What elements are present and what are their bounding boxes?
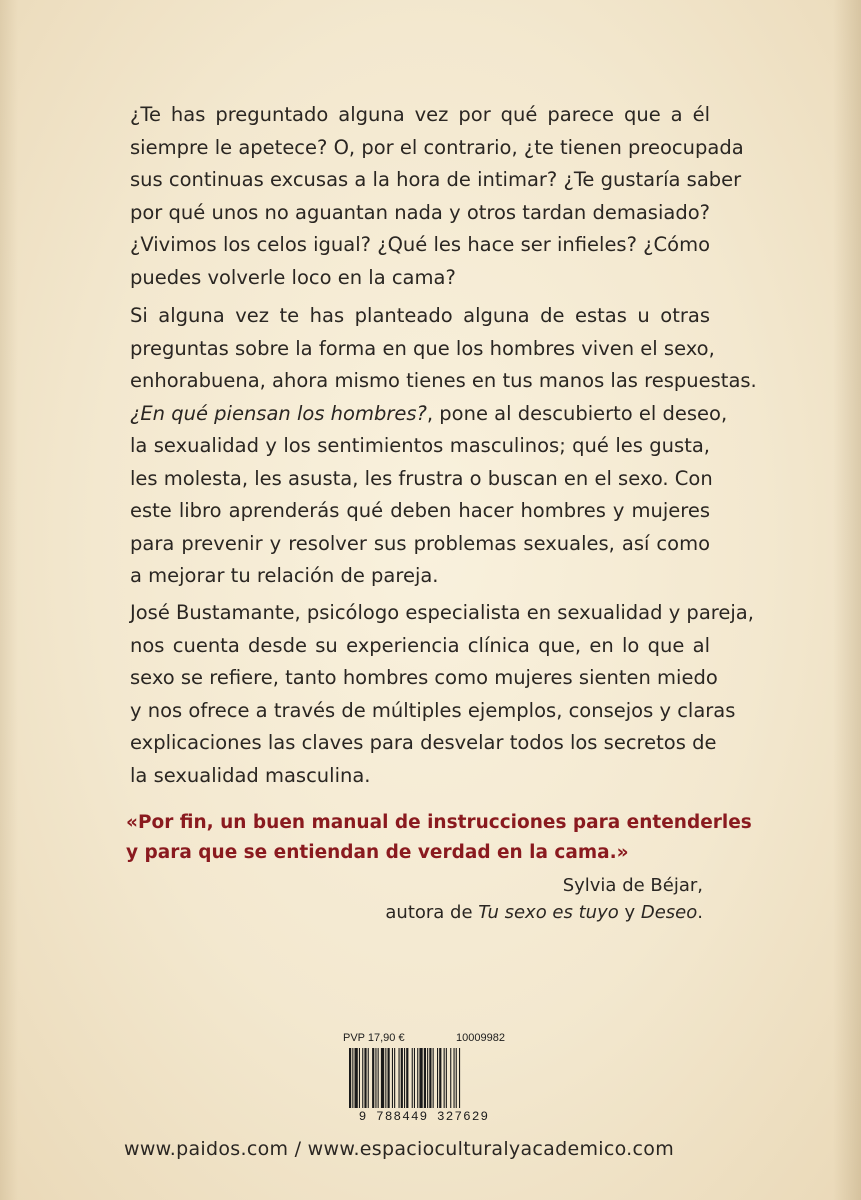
price-label: PVP 17,90 € [343, 1032, 405, 1044]
isbn-barcode [343, 1032, 505, 1132]
credit-suffix: . [697, 902, 703, 923]
text-line: sus continuas excusas a la hora de intimar? ¿Te gustaría saber [130, 168, 742, 191]
book-title-italic: Deseo [640, 902, 698, 923]
text-line: ¿Vivimos los celos igual? ¿Qué les hace ser infieles? ¿Cómo [130, 233, 710, 256]
barcode-bar [349, 1048, 351, 1108]
text-line: explicaciones las claves para desvelar todos los secretos de [130, 731, 717, 754]
attribution-name: Sylvia de Béjar, [562, 875, 703, 896]
blurb-paragraph-3 [130, 597, 754, 792]
barcode-bar [381, 1048, 384, 1108]
book-title-italic: ¿En qué piensan los hombres? [130, 401, 427, 425]
barcode-bar [454, 1048, 455, 1108]
text-fragment: , pone al descubierto el deseo, [426, 401, 728, 425]
barcode-bar [406, 1048, 408, 1108]
text-line: por qué unos no aguantan nada y otros tardan demasiado? [130, 200, 710, 224]
barcode-bar [433, 1048, 434, 1108]
barcode-bar [429, 1048, 431, 1108]
attribution-credit [385, 899, 703, 926]
quote-line: y para que se entiendan de verdad en la cama.» [126, 842, 629, 863]
barcode-bar [359, 1048, 360, 1108]
credit-prefix: autora de [385, 902, 479, 923]
barcode-bar [439, 1048, 441, 1108]
barcode-bar [456, 1048, 457, 1108]
credit-connector: y [618, 902, 641, 923]
barcode-bar [385, 1048, 386, 1108]
text-line: a mejorar tu relación de pareja. [130, 564, 439, 587]
barcode-bar [401, 1048, 403, 1108]
barcode-bar [362, 1048, 363, 1108]
barcode-bar [437, 1048, 438, 1108]
barcode-bar [394, 1048, 395, 1108]
product-code: 10009982 [456, 1032, 505, 1044]
barcode-bar [368, 1048, 369, 1108]
barcode-bar [412, 1048, 413, 1108]
barcode-bar [372, 1048, 374, 1108]
barcode-bar [352, 1048, 353, 1108]
text-line: puedes volverle loco en la cama? [130, 265, 456, 289]
blurb-paragraph-2 [130, 300, 757, 593]
barcode-bar [427, 1048, 428, 1108]
barcode-bar [459, 1048, 460, 1108]
text-line: la sexualidad y los sentimientos masculinos; qué les gusta, [130, 434, 710, 457]
barcode-bar [419, 1048, 422, 1108]
blurb-paragraph-1 [130, 99, 744, 294]
page-edge-shadow [833, 0, 861, 1200]
endorsement-quote [126, 808, 752, 868]
text-line: enhorabuena, ahora mismo tienes en tus manos las respuestas. [130, 369, 757, 392]
barcode-bar [446, 1048, 447, 1108]
text-line: nos cuenta desde su experiencia clínica que, en lo que al [130, 633, 710, 657]
text-line: siempre le apetece? O, por el contrario, ¿te tienen preocupada [130, 135, 744, 159]
barcode-bar [364, 1048, 366, 1108]
text-line: y nos ofrece a través de múltiples ejemplos, consejos y claras [130, 698, 736, 722]
quote-line: «Por fin, un buen manual de instrucciones para entenderles [126, 812, 752, 833]
text-line: Si alguna vez te has planteado alguna de estas u otras [130, 304, 710, 327]
price-line [343, 1032, 505, 1044]
text-line: la sexualidad masculina. [130, 763, 371, 787]
barcode-bars [343, 1048, 505, 1110]
isbn-digits: 9 788449 327629 [358, 1110, 490, 1124]
barcode-bar [417, 1048, 418, 1108]
text-line: para prevenir y resolver sus problemas sexuales, así como [130, 531, 710, 555]
barcode-bar [375, 1048, 376, 1108]
text-line: ¿Te has preguntado alguna vez por qué parece que a él [130, 103, 710, 126]
spine-shadow [0, 0, 18, 1200]
text-line: preguntas sobre la forma en que los hombres viven el sexo, [130, 336, 715, 360]
barcode-bar [404, 1048, 405, 1108]
quote-attribution [385, 872, 703, 926]
barcode-bar [424, 1048, 426, 1108]
text-line: sexo se refiere, tanto hombres como mujeres sienten miedo [130, 666, 718, 689]
publisher-websites: www.paidos.com / www.espacioculturalyacademico.com [124, 1138, 674, 1160]
barcode-bar [388, 1048, 390, 1108]
text-line: les molesta, les asusta, les frustra o buscan en el sexo. Con [130, 466, 713, 490]
text-line: José Bustamante, psicólogo especialista en sexualidad y pareja, [130, 601, 754, 624]
barcode-bar [444, 1048, 445, 1108]
barcode-bar [392, 1048, 393, 1108]
text-line: este libro aprenderás qué deben hacer hombres y mujeres [130, 499, 710, 522]
barcode-bar [399, 1048, 400, 1108]
barcode-bar [378, 1048, 379, 1108]
book-title-italic: Tu sexo es tuyo [478, 902, 619, 923]
barcode-bar [450, 1048, 451, 1108]
text-line-with-title [130, 398, 728, 431]
barcode-bar [355, 1048, 358, 1108]
barcode-bar [414, 1048, 415, 1108]
